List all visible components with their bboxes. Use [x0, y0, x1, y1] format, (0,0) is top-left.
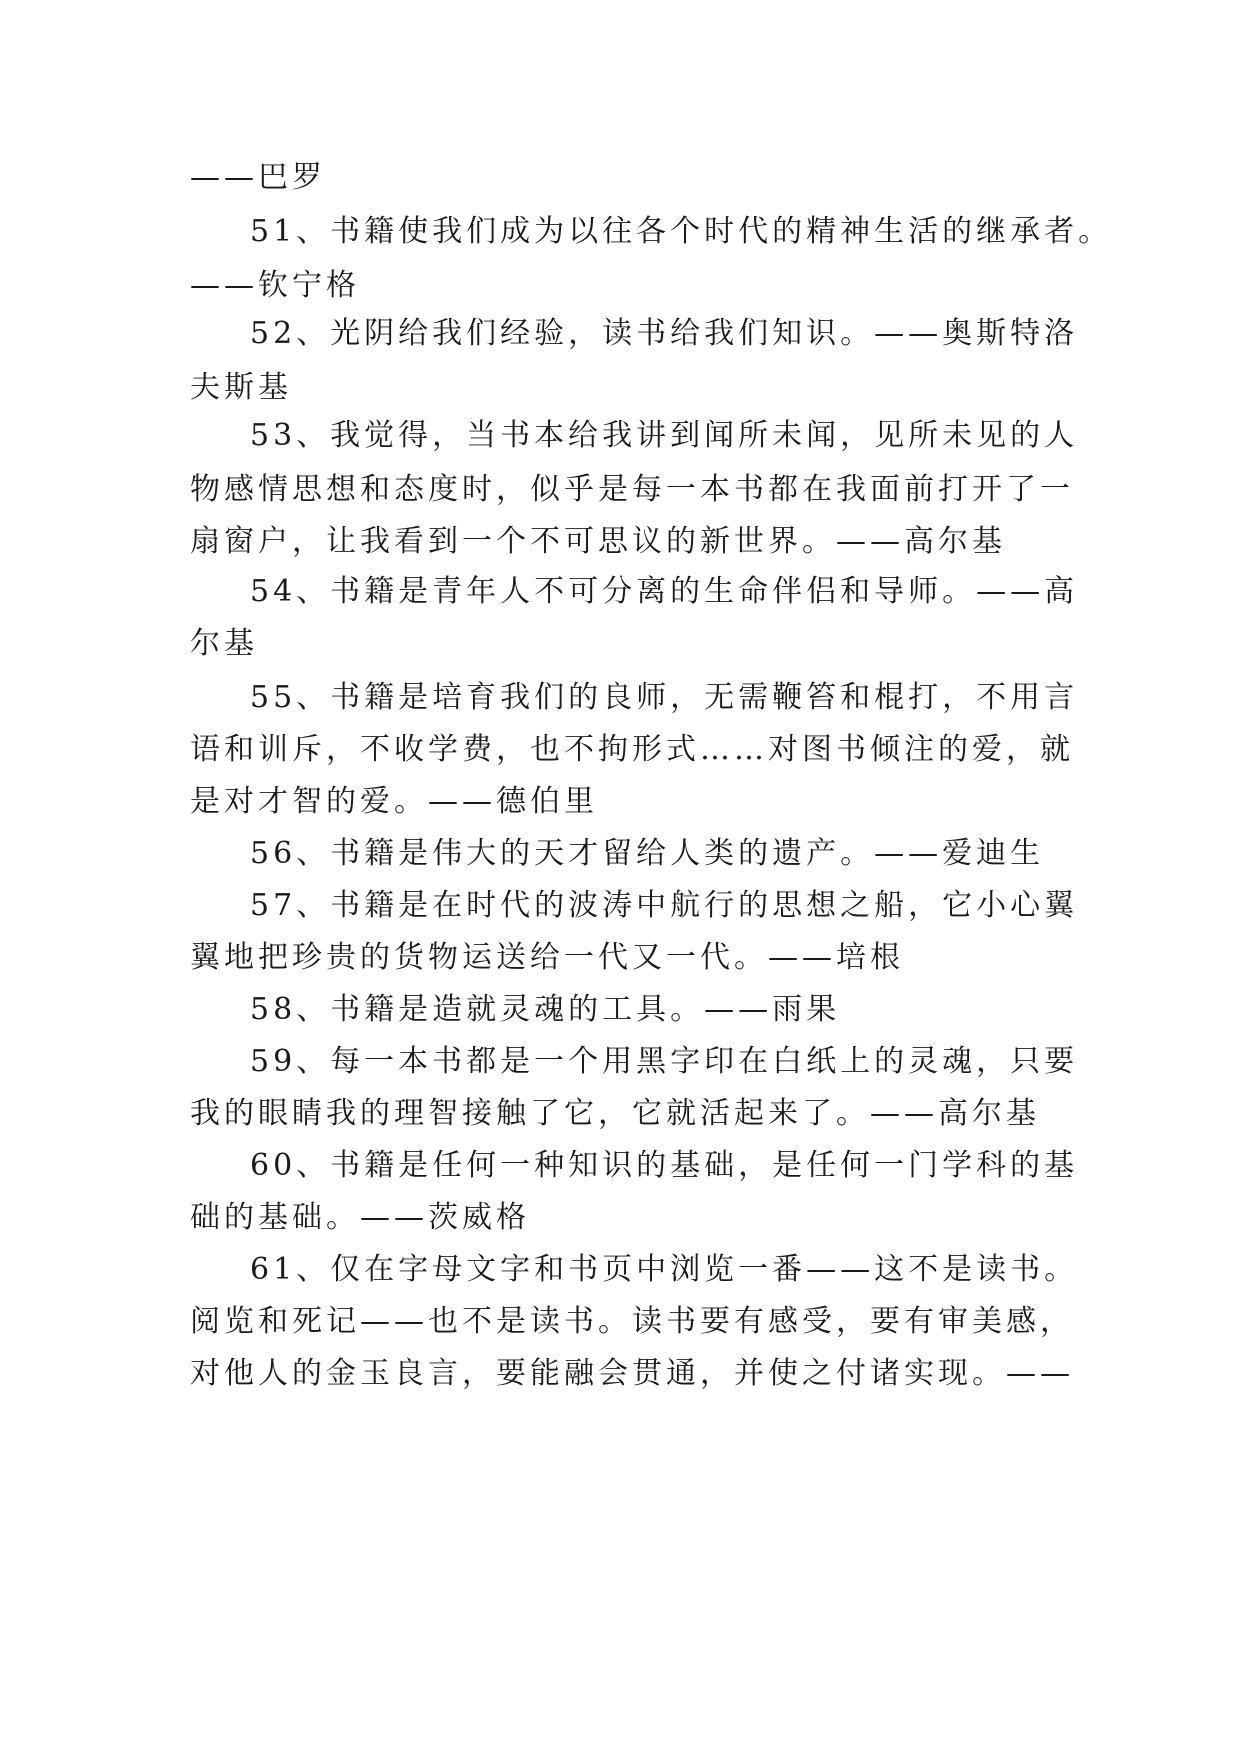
- text-line: 56、书籍是伟大的天才留给人类的遗产。——爱迪生: [250, 836, 1045, 871]
- text-line: 尔基: [190, 626, 258, 661]
- text-line: 53、我觉得，当书本给我讲到闻所未闻，见所未见的人: [250, 418, 1079, 453]
- text-line: 51、书籍使我们成为以往各个时代的精神生活的继承者。: [250, 214, 1113, 249]
- text-line: 阅览和死记——也不是读书。读书要有感受，要有审美感，: [190, 1304, 1074, 1339]
- text-line: 扇窗户，让我看到一个不可思议的新世界。——高尔基: [190, 524, 1006, 559]
- text-line: ——钦宁格: [190, 268, 360, 303]
- text-line: 物感情思想和态度时，似乎是每一本书都在我面前打开了一: [190, 472, 1074, 507]
- text-line: 61、仅在字母文字和书页中浏览一番——这不是读书。: [250, 1252, 1079, 1287]
- text-line: 础的基础。——茨威格: [190, 1200, 530, 1235]
- text-line: 是对才智的爱。——德伯里: [190, 784, 598, 819]
- text-line: 翼地把珍贵的货物运送给一代又一代。——培根: [190, 940, 904, 975]
- text-line: 我的眼睛我的理智接触了它，它就活起来了。——高尔基: [190, 1096, 1040, 1131]
- text-line: 对他人的金玉良言，要能融会贯通，并使之付诸实现。——: [190, 1356, 1074, 1391]
- text-line: 57、书籍是在时代的波涛中航行的思想之船，它小心翼: [250, 888, 1079, 923]
- text-line: ——巴罗: [190, 160, 326, 195]
- text-line: 55、书籍是培育我们的良师，无需鞭笞和棍打，不用言: [250, 680, 1079, 715]
- text-line: 54、书籍是青年人不可分离的生命伴侣和导师。——高: [250, 574, 1079, 609]
- text-line: 58、书籍是造就灵魂的工具。——雨果: [250, 992, 841, 1027]
- text-line: 夫斯基: [190, 370, 292, 405]
- text-line: 语和训斥，不收学费，也不拘形式……对图书倾注的爱，就: [190, 732, 1074, 767]
- text-line: 60、书籍是任何一种知识的基础，是任何一门学科的基: [250, 1148, 1079, 1183]
- text-line: 52、光阴给我们经验，读书给我们知识。——奥斯特洛: [250, 316, 1079, 351]
- text-line: 59、每一本书都是一个用黑字印在白纸上的灵魂，只要: [250, 1044, 1079, 1079]
